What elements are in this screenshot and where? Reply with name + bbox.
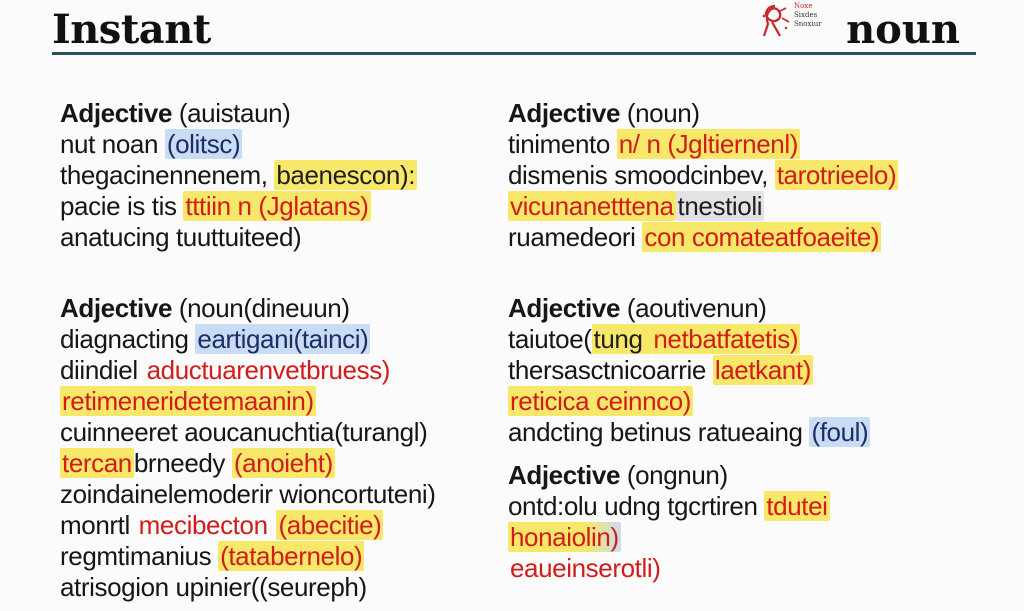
section-heading bbox=[60, 293, 520, 324]
highlighted-term: baenescon): bbox=[276, 160, 416, 190]
definition-line bbox=[60, 417, 520, 448]
highlighted-term: tdutei bbox=[766, 491, 828, 521]
definition-text: zoindainelemoderir wioncortuteni) bbox=[60, 479, 436, 509]
highlighted-term: vicunanetttena bbox=[510, 191, 674, 221]
definition-line bbox=[60, 510, 520, 541]
definition-line bbox=[508, 386, 968, 417]
pronunciation: (ongnun) bbox=[626, 460, 728, 490]
highlighted-term: aductuarenvetbruess) bbox=[146, 355, 391, 385]
definition-line bbox=[508, 491, 968, 522]
part-of-speech-label: Adjective bbox=[508, 460, 627, 490]
highlighted-term: laetkant) bbox=[714, 355, 811, 385]
page-header bbox=[52, 0, 976, 55]
definition-text: ruamedeori bbox=[508, 222, 643, 252]
highlighted-term: netbatfatetis) bbox=[653, 324, 799, 354]
definition-text: nut noan bbox=[60, 129, 165, 159]
highlighted-term: (foul) bbox=[811, 417, 869, 447]
page-title: Instant bbox=[52, 6, 211, 53]
definition-line bbox=[508, 355, 968, 386]
definition-line bbox=[508, 222, 968, 253]
logo-line: Snoxiur bbox=[794, 20, 822, 28]
definition-line bbox=[60, 160, 520, 191]
highlighted-term: n/ n (Jgltiernenl) bbox=[618, 129, 798, 159]
highlighted-term: eartigani(tainci) bbox=[197, 324, 369, 354]
definition-text: anatucing tuuttuiteed) bbox=[60, 222, 302, 252]
pronunciation: (noun) bbox=[626, 98, 700, 128]
right-column bbox=[508, 98, 968, 584]
highlighted-term: tung bbox=[593, 324, 650, 354]
definition-text: regmtimanius bbox=[60, 541, 219, 571]
highlighted-term: eaueinserotli) bbox=[510, 553, 661, 583]
part-of-speech-word: noun bbox=[846, 6, 960, 53]
definition-text: monrtl bbox=[60, 510, 137, 540]
definition-line bbox=[60, 222, 520, 253]
part-of-speech-label: Adjective bbox=[508, 98, 627, 128]
highlighted-term: tarotrieelo) bbox=[776, 160, 897, 190]
pronunciation: (auistaun) bbox=[178, 98, 291, 128]
definition-line bbox=[508, 191, 968, 222]
definition-line bbox=[60, 572, 520, 603]
highlighted-term: (abecitie) bbox=[278, 510, 382, 540]
section-heading bbox=[60, 98, 520, 129]
definition-line bbox=[60, 324, 520, 355]
logo bbox=[758, 0, 834, 42]
pronunciation: (noun(dineuun) bbox=[178, 293, 350, 323]
part-of-speech-label: Adjective bbox=[508, 293, 627, 323]
highlighted-term: mecibecton bbox=[138, 510, 275, 540]
highlighted-term: tttiin n (Jglatans) bbox=[185, 191, 369, 221]
definition-text: dismenis smoodcinbev, bbox=[508, 160, 775, 190]
logo-text bbox=[794, 2, 836, 29]
definition-text: cuinneeret aoucanuchtia(turangl) bbox=[60, 417, 428, 447]
definition-line bbox=[60, 191, 520, 222]
highlighted-term: reticica ceinnco) bbox=[510, 386, 692, 416]
left-column bbox=[60, 98, 520, 603]
part-of-speech-label: Adjective bbox=[60, 98, 179, 128]
pronunciation: (aoutivenun) bbox=[626, 293, 767, 323]
definition-text: thersasctnicoarrie bbox=[508, 355, 713, 385]
definition-line bbox=[508, 160, 968, 191]
definition-text: tinimento bbox=[508, 129, 617, 159]
definition-text: diagnacting bbox=[60, 324, 196, 354]
highlighted-term: retimeneridetemaanin) bbox=[62, 386, 314, 416]
definition-line bbox=[60, 386, 520, 417]
highlighted-term: tnestioli bbox=[677, 191, 763, 221]
logo-line: Noxe bbox=[794, 2, 813, 10]
definition-text: atrisogion upinier((seureph) bbox=[60, 572, 367, 602]
definition-text: ontd:olu udng tgcrtiren bbox=[508, 491, 765, 521]
definition-text: thegacinennenem, bbox=[60, 160, 275, 190]
definition-line bbox=[60, 355, 520, 386]
definition-line bbox=[60, 479, 520, 510]
definition-text: pacie is tis bbox=[60, 191, 184, 221]
definition-text: taiutoe( bbox=[508, 324, 592, 354]
definition-line bbox=[60, 448, 520, 479]
section-heading bbox=[508, 293, 968, 324]
highlighted-term: tercan bbox=[62, 448, 132, 478]
logo-line: Sixdes bbox=[794, 11, 818, 19]
definition-line bbox=[508, 553, 968, 584]
highlighted-term: con comateatfoaeite) bbox=[644, 222, 880, 252]
highlighted-term: (anoieht) bbox=[233, 448, 333, 478]
ribbon-logo-icon bbox=[758, 2, 792, 40]
definition-line bbox=[508, 417, 968, 448]
highlighted-term: (tatabernelo) bbox=[220, 541, 363, 571]
highlighted-term: (olitsc) bbox=[166, 129, 241, 159]
definition-line bbox=[60, 541, 520, 572]
section-heading bbox=[508, 460, 968, 491]
definition-line bbox=[508, 324, 968, 355]
definition-line bbox=[508, 129, 968, 160]
section-heading bbox=[508, 98, 968, 129]
definition-line bbox=[60, 129, 520, 160]
definition-text: brneedy bbox=[133, 448, 232, 478]
definition-text: andcting betinus ratueaing bbox=[508, 417, 810, 447]
definition-text: diindiel bbox=[60, 355, 145, 385]
definition-line bbox=[508, 522, 968, 553]
part-of-speech-label: Adjective bbox=[60, 293, 179, 323]
highlighted-term: honaiolin) bbox=[510, 522, 619, 552]
